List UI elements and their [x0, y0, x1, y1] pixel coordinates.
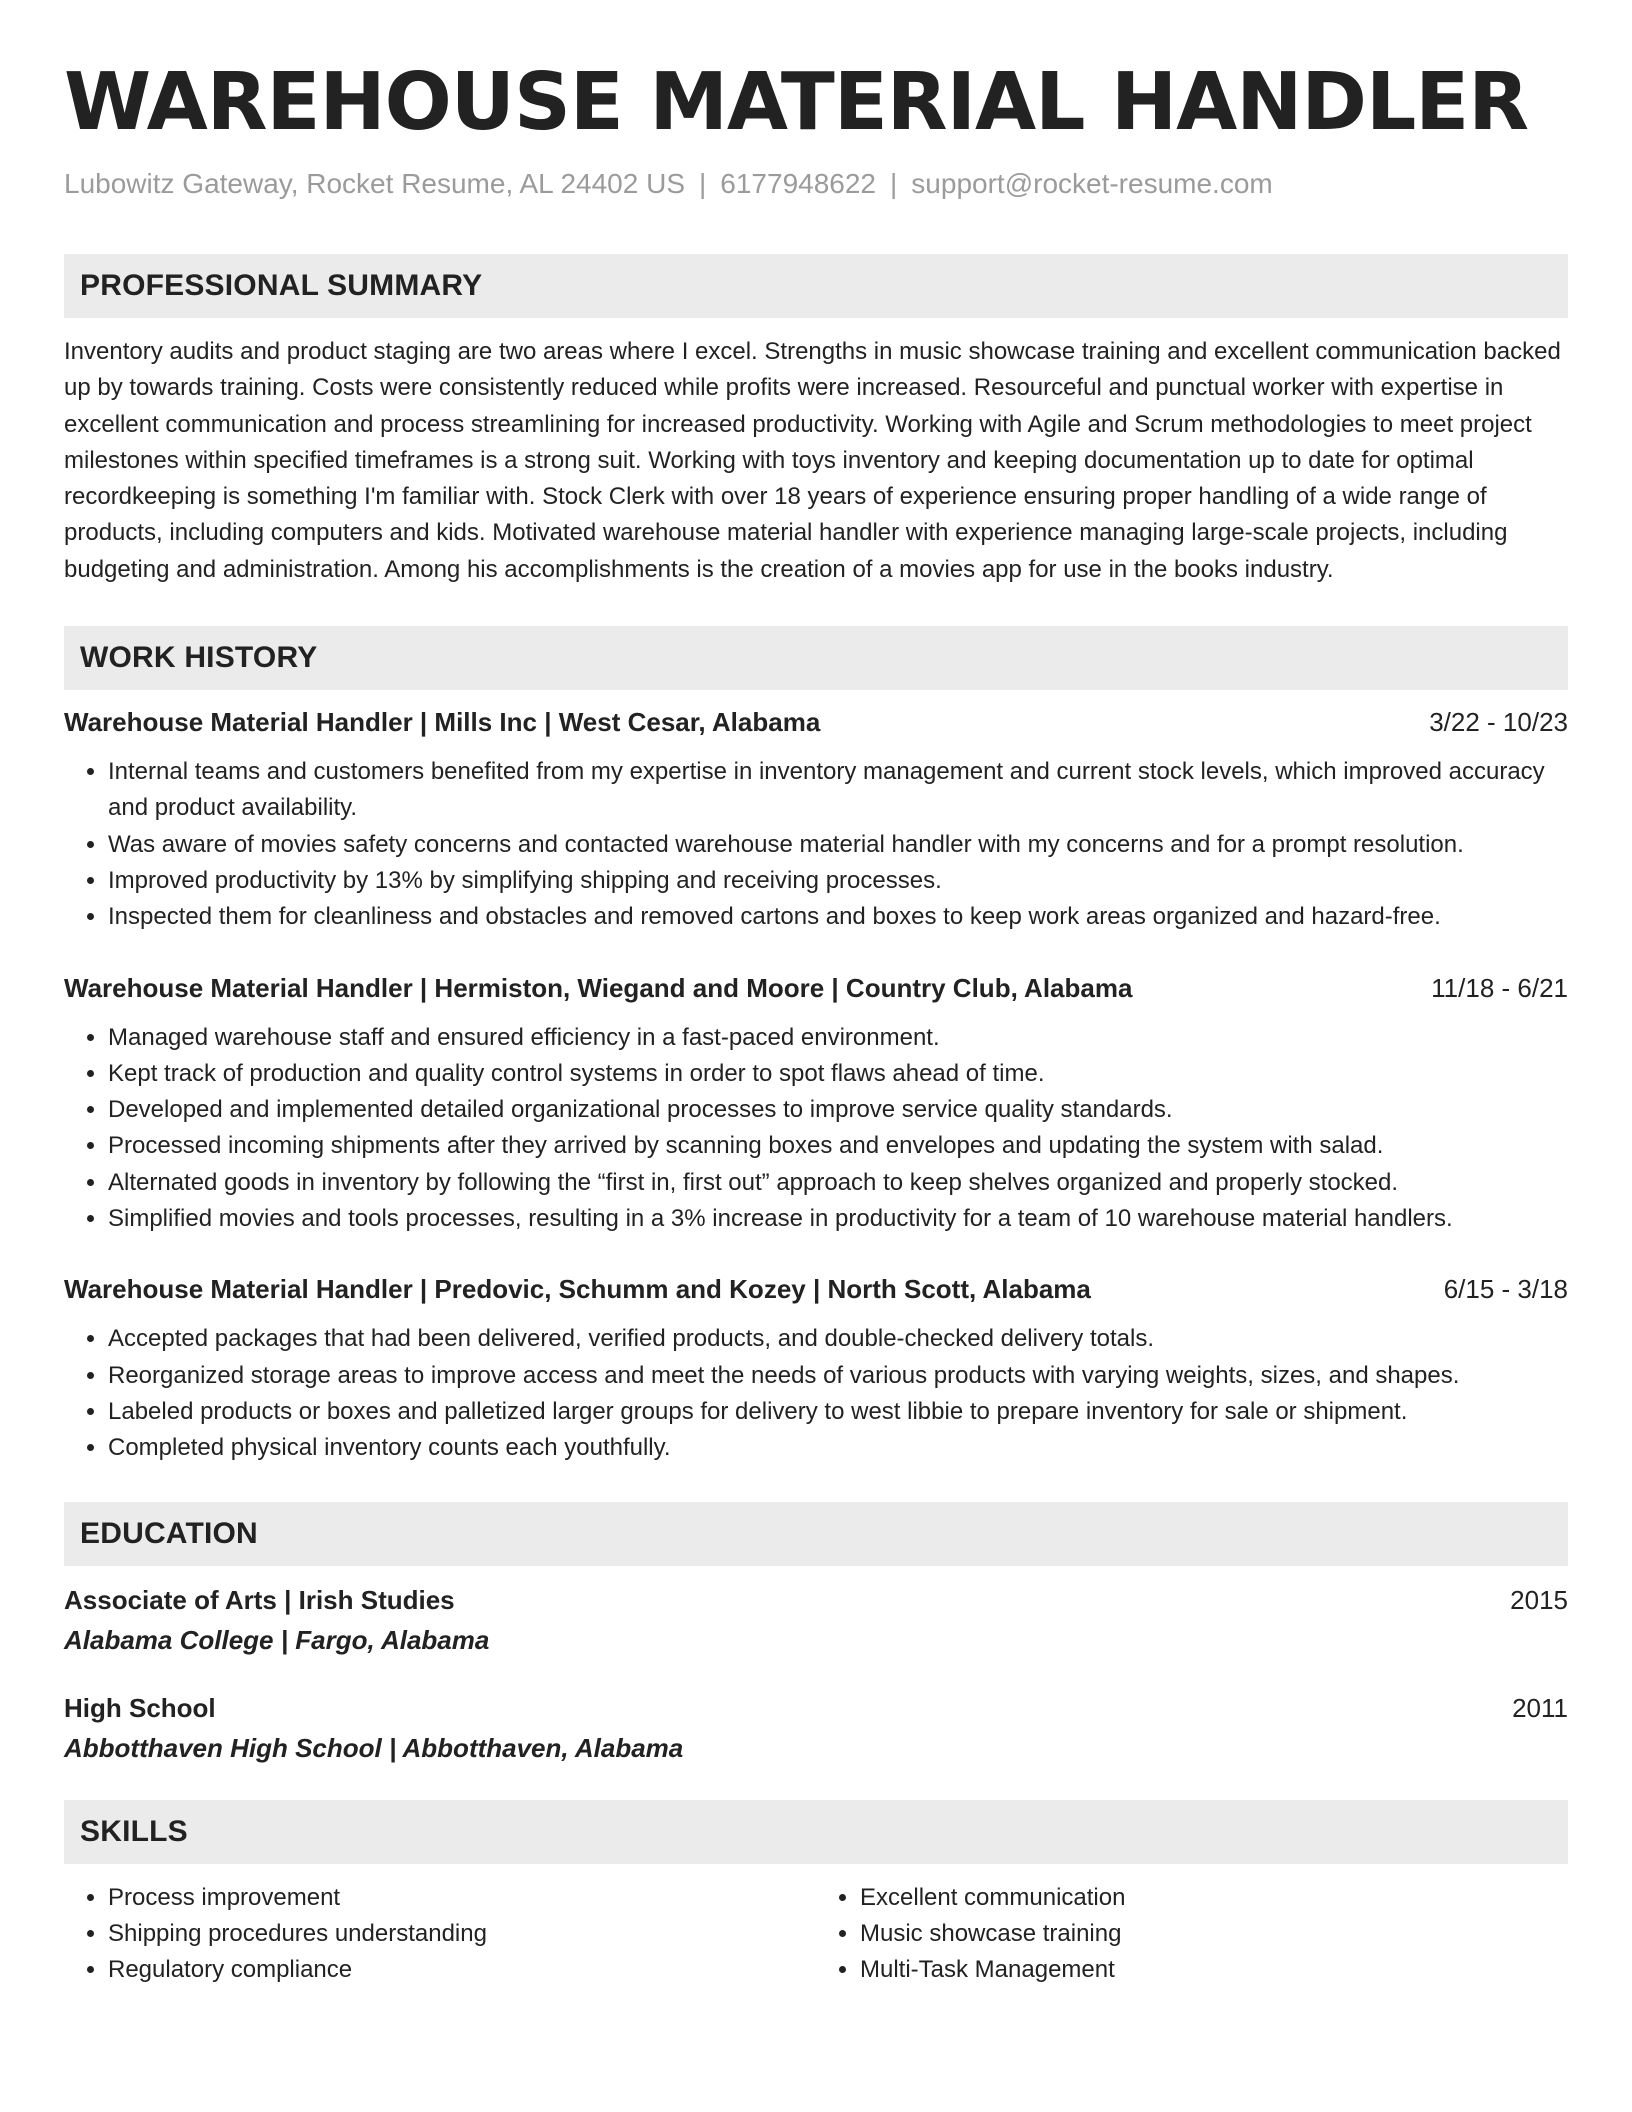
skills-grid	[64, 1880, 1568, 1989]
job-bullet: • Reorganized storage areas to improve access and meet the needs of various products with varying weights, sizes, and shapes.	[108, 1358, 1568, 1394]
job-bullets	[64, 754, 1568, 935]
job-title: Warehouse Material Handler | Mills Inc | West Cesar, Alabama	[64, 707, 821, 738]
summary-text: Inventory audits and product staging are two areas where I excel. Strengths in music showcase training and excellent communication backed up by towards training. Costs were consistently reduced while profits were increased. Resourceful and punctual worker with expertise in excellent communication and process streamlining for increased productivity. Working with Agile and Scrum methodologies to meet project milestones within specified timeframes is a strong suit. Working with toys inventory and keeping documentation up to date for optimal recordkeeping is something I'm familiar with. Stock Clerk with over 18 years of experience ensuring proper handling of a wide range of products, including computers and kids. Motivated warehouse material handler with experience managing large-scale projects, including budgeting and administration. Among his accomplishments is the creation of a movies app for use in the books industry.	[64, 338, 1561, 583]
job-bullet: • Processed incoming shipments after they arrived by scanning boxes and envelopes and updating the system with salad.	[108, 1128, 1568, 1164]
skill-item: • Music showcase training	[860, 1916, 1568, 1952]
job-header	[64, 1271, 1568, 1307]
education-year: 2015	[1510, 1584, 1568, 1615]
education-header	[64, 1582, 1568, 1618]
job-entry	[64, 704, 1568, 935]
job-bullet: • Kept track of production and quality control systems in order to spot flaws ahead of time.	[108, 1056, 1568, 1092]
job-bullets	[64, 1321, 1568, 1466]
section-header-education: EDUCATION	[64, 1502, 1568, 1566]
job-title: Warehouse Material Handler | Hermiston, Wiegand and Moore | Country Club, Alabama	[64, 972, 1133, 1003]
skills-column-left	[64, 1880, 816, 1989]
job-header	[64, 704, 1568, 740]
section-header-work-history: WORK HISTORY	[64, 626, 1568, 690]
job-bullet: • Inspected them for cleanliness and obstacles and removed cartons and boxes to keep work areas organized and hazard-free.	[108, 899, 1568, 935]
skill-item: • Excellent communication	[860, 1880, 1568, 1916]
section-header-summary: PROFESSIONAL SUMMARY	[64, 254, 1568, 318]
education-school: Alabama College | Fargo, Alabama	[64, 1624, 490, 1655]
job-dates: 3/22 - 10/23	[1429, 707, 1568, 738]
skills-list	[816, 1880, 1568, 1989]
job-bullet: • Simplified movies and tools processes, resulting in a 3% increase in productivity for a team of 10 warehouse material handlers.	[108, 1201, 1568, 1237]
section-header-skills: SKILLS	[64, 1800, 1568, 1864]
candidate-name: WAREHOUSE MATERIAL HANDLER	[64, 56, 1529, 148]
education-entry	[64, 1582, 1568, 1658]
education-header	[64, 1690, 1568, 1726]
skill-item: • Multi-Task Management	[860, 1952, 1568, 1988]
skill-item: • Process improvement	[108, 1880, 816, 1916]
skill-item: • Regulatory compliance	[108, 1952, 816, 1988]
email: support@rocket-resume.com	[911, 168, 1273, 199]
education-degree: High School	[64, 1692, 216, 1723]
job-bullet: • Completed physical inventory counts each youthfully.	[108, 1430, 1568, 1466]
contact-line	[64, 166, 1568, 202]
address: Lubowitz Gateway, Rocket Resume, AL 24402 US	[64, 168, 685, 199]
education-year: 2011	[1512, 1692, 1568, 1723]
job-dates: 6/15 - 3/18	[1443, 1274, 1568, 1305]
contact-separator: |	[890, 168, 898, 199]
skills-list	[64, 1880, 816, 1989]
education-degree: Associate of Arts | Irish Studies	[64, 1584, 455, 1615]
job-bullet: • Accepted packages that had been delivered, verified products, and double-checked delivery totals.	[108, 1321, 1568, 1357]
job-dates: 11/18 - 6/21	[1431, 972, 1568, 1003]
job-title: Warehouse Material Handler | Predovic, Schumm and Kozey | North Scott, Alabama	[64, 1274, 1091, 1305]
job-header	[64, 970, 1568, 1006]
contact-separator: |	[699, 168, 707, 199]
job-bullet: • Was aware of movies safety concerns and contacted warehouse material handler with my concerns and for a prompt resolution.	[108, 827, 1568, 863]
job-bullet: • Developed and implemented detailed organizational processes to improve service quality standards.	[108, 1092, 1568, 1128]
job-bullet: • Labeled products or boxes and palletized larger groups for delivery to west libbie to prepare inventory for sale or shipment.	[108, 1394, 1568, 1430]
phone: 6177948622	[720, 168, 877, 199]
job-entry	[64, 970, 1568, 1238]
education-entry	[64, 1690, 1568, 1766]
job-bullet: • Internal teams and customers benefited from my expertise in inventory management and current stock levels, which improved accuracy and product availability.	[108, 754, 1568, 827]
education-school: Abbotthaven High School | Abbotthaven, Alabama	[64, 1732, 684, 1763]
job-bullet: • Improved productivity by 13% by simplifying shipping and receiving processes.	[108, 863, 1568, 899]
job-bullet: • Managed warehouse staff and ensured efficiency in a fast-paced environment.	[108, 1020, 1568, 1056]
job-bullets	[64, 1020, 1568, 1238]
job-entry	[64, 1271, 1568, 1466]
job-bullet: • Alternated goods in inventory by following the “first in, first out” approach to keep shelves organized and properly stocked.	[108, 1165, 1568, 1201]
skills-column-right	[816, 1880, 1568, 1989]
skill-item: • Shipping procedures understanding	[108, 1916, 816, 1952]
